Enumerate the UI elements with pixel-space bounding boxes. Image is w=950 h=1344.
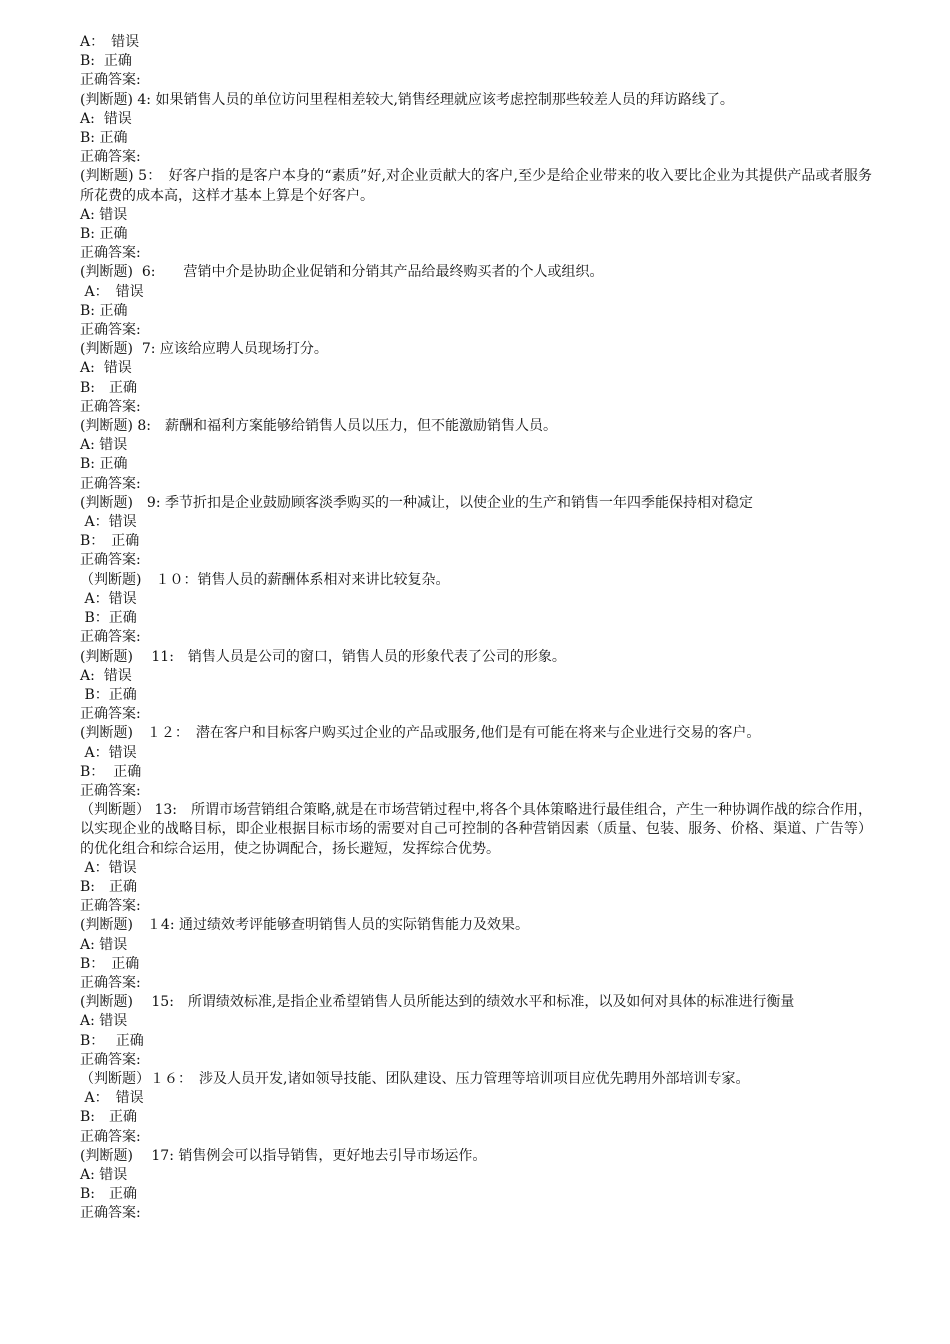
answer-option: A：错误: [80, 590, 137, 607]
answer-option: A: 错误: [80, 360, 132, 377]
answer-option: A: 错误: [80, 437, 128, 454]
question-text: (判断题) 6: 营销中介是协助企业促销和分销其产品给最终购买者的个人或组织。: [80, 264, 604, 281]
answer-option: B: 正确: [80, 1186, 138, 1203]
question-text: (判断题) 15: 所谓绩效标准,是指企业希望销售人员所能达到的绩效水平和标准，以及如何对具体的标准进行衡量: [80, 994, 795, 1011]
correct-answer-label: 正确答案:: [80, 974, 141, 991]
answer-option: A: 错误: [80, 936, 128, 953]
answer-option: B：正确: [80, 610, 137, 627]
answer-option: A： 错误: [80, 34, 140, 50]
correct-answer-label: 正确答案:: [80, 72, 141, 89]
answer-option: A: 错误: [80, 206, 128, 223]
question-text: （判断题）１６： 涉及人员开发,诸如领导技能、团队建设、压力管理等培训项目应优先聘用外部培训专家。: [80, 1070, 750, 1087]
answer-option: B: 正确: [80, 130, 128, 147]
answer-option: B： 正确: [80, 763, 142, 780]
question-text: (判断题) 4: 如果销售人员的单位访问里程相差较大,销售经理就应该考虑控制那些较差人员的拜访路线了。: [80, 91, 734, 108]
answer-option: A: 错误: [80, 1013, 128, 1030]
answer-option: B: 正确: [80, 302, 128, 319]
question-text: (判断题) １２： 潜在客户和目标客户购买过企业的产品或服务,他们是有可能在将来与企业进行交易的客户。: [80, 725, 761, 742]
correct-answer-label: 正确答案:: [80, 629, 141, 646]
answer-option: A：错误: [80, 514, 137, 531]
answer-option: A： 错误: [80, 283, 144, 300]
answer-option: B： 正确: [80, 955, 140, 972]
correct-answer-label: 正确答案:: [80, 1128, 141, 1145]
answer-option: B：正确: [80, 686, 137, 703]
answer-option: B: 正确: [80, 456, 128, 473]
correct-answer-label: 正确答案:: [80, 1051, 141, 1068]
question-text: (判断题) 5： 好客户指的是客户本身的“素质”好,对企业贡献大的客户,至少是给企业带来的收入要比企业为其提供产品或者服务所花费的成本高，这样才基本上算是个好客户。: [80, 168, 872, 204]
question-text: (判断题) 17: 销售例会可以指导销售，更好地去引导市场运作。: [80, 1147, 487, 1164]
question-text: （判断题) １０：销售人员的薪酬体系相对来讲比较复杂。: [80, 571, 450, 588]
answer-option: B: 正确: [80, 53, 132, 70]
correct-answer-label: 正确答案:: [80, 706, 141, 723]
correct-answer-label: 正确答案:: [80, 898, 141, 915]
answer-option: B: 正确: [80, 379, 138, 396]
answer-option: A: 错误: [80, 110, 132, 127]
answer-option: B: 正确: [80, 878, 138, 895]
question-text: （判断题） 13: 所谓市场营销组合策略,就是在市场营销过程中,将各个具体策略进行最佳组合，产生一种协调作战的综合作用，以实现企业的战略目标，即企业根据目标市场的需要对自己可控制的各种营销因素（质量、包装、服务、价格、渠道、广告等）的优化组合和综合运用，使之协调配合，扬长避短，发挥综合优势。: [80, 802, 872, 857]
answer-option: A: 错误: [80, 1166, 128, 1183]
answer-option: B: 正确: [80, 226, 128, 243]
answer-option: B： 正确: [80, 1032, 144, 1049]
question-text: (判断题) 8: 薪酬和福利方案能够给销售人员以压力，但不能激励销售人员。: [80, 418, 557, 435]
correct-answer-label: 正确答案:: [80, 322, 141, 339]
correct-answer-label: 正确答案:: [80, 552, 141, 569]
question-text: (判断题) 11: 销售人员是公司的窗口，销售人员的形象代表了公司的形象。: [80, 648, 566, 665]
answer-option: B: 正确: [80, 1109, 138, 1126]
question-text: (判断题) １4: 通过绩效考评能够查明销售人员的实际销售能力及效果。: [80, 917, 529, 934]
correct-answer-label: 正确答案:: [80, 245, 141, 262]
correct-answer-label: 正确答案:: [80, 475, 141, 492]
answer-option: A： 错误: [80, 1090, 144, 1107]
document-body: [80, 33, 872, 1224]
answer-option: A：错误: [80, 859, 137, 876]
question-text: (判断题) 7: 应该给应聘人员现场打分。: [80, 341, 328, 358]
correct-answer-label: 正确答案:: [80, 398, 141, 415]
correct-answer-label: 正确答案:: [80, 782, 141, 799]
question-text: (判断题) 9: 季节折扣是企业鼓励顾客淡季购买的一种减让，以使企业的生产和销售一年四季能保持相对稳定: [80, 494, 753, 511]
answer-option: B： 正确: [80, 533, 140, 550]
answer-option: A：错误: [80, 744, 137, 761]
answer-option: A: 错误: [80, 667, 132, 684]
correct-answer-label: 正确答案:: [80, 149, 141, 166]
correct-answer-label: 正确答案:: [80, 1205, 141, 1222]
